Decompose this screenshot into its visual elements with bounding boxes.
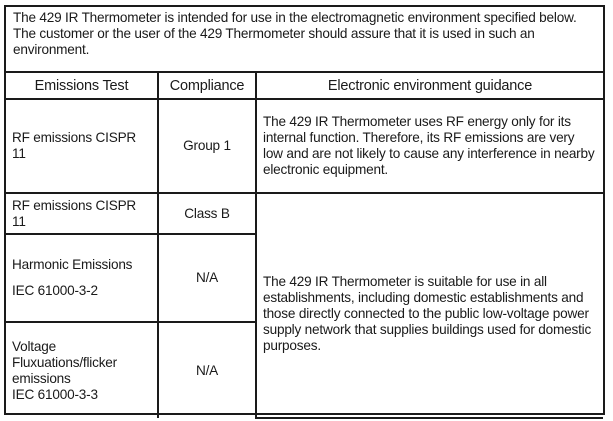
table-row: [6, 193, 603, 234]
emissions-test-cell: [6, 322, 158, 418]
compliance-cell: N/A: [158, 322, 256, 418]
table-row: [6, 99, 603, 193]
emissions-test-cell: RF emissions CISPR 11: [6, 193, 158, 234]
emissions-table-frame: [4, 5, 605, 415]
emissions-test-cell: [6, 234, 158, 322]
emissions-test-cell: RF emissions CISPR 11: [6, 99, 158, 193]
guidance-cell: The 429 IR Thermometer uses RF energy only for its internal function. Therefore, its RF emissions are very low and are not likely to cause any interference in nearby electronic equipment.: [256, 99, 603, 193]
table-header-row: [6, 72, 603, 99]
emissions-table: [6, 71, 603, 419]
intro-paragraph: The 429 IR Thermometer is intended for use in the electromagnetic environment specified below. The customer or the user of the 429 Thermometer should assure that it is used in such an environment.: [13, 10, 577, 57]
shared-guidance-cell: The 429 IR Thermometer is suitable for use in all establishments, including domestic establishments and those directly connected to the public low-voltage power supply network that supplies buildings used for domestic purposes.: [256, 193, 603, 418]
emissions-test-name: Voltage Fluxuations/flicker emissions: [12, 338, 117, 386]
emissions-test-standard: IEC 61000-3-2: [12, 283, 98, 298]
header-compliance: Compliance: [158, 72, 256, 99]
header-guidance: Electronic environment guidance: [256, 72, 603, 99]
compliance-cell: Class B: [158, 193, 256, 234]
emissions-test-standard: IEC 61000-3-3: [12, 386, 98, 402]
compliance-cell: Group 1: [158, 99, 256, 193]
emissions-test-name: Harmonic Emissions: [12, 257, 133, 272]
compliance-cell: N/A: [158, 234, 256, 322]
header-emissions-test: Emissions Test: [6, 72, 158, 99]
